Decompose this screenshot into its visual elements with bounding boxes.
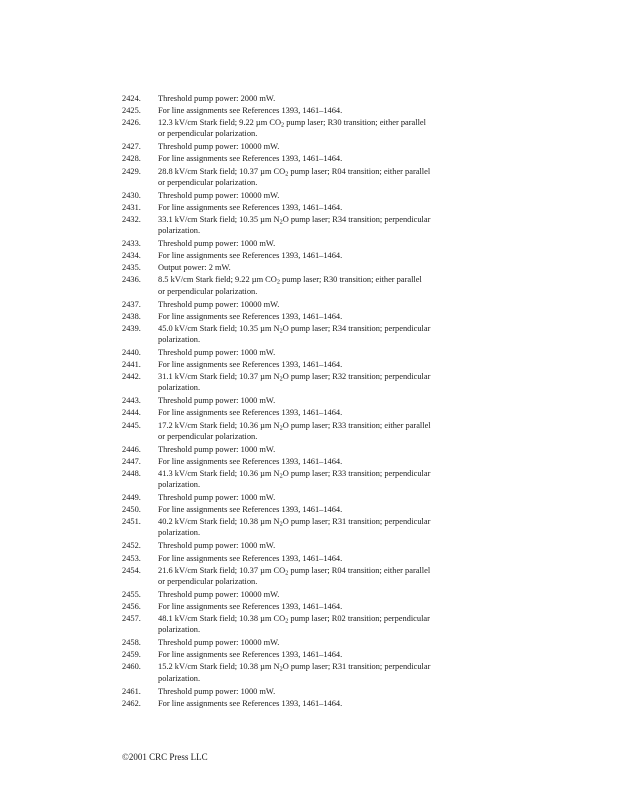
note-item	[122, 540, 512, 552]
note-number: 2431.	[122, 202, 141, 212]
note-text: 48.1 kV/cm Stark field; 10.38 µm $CO_2$ pump laser; R02 transition; perpendicular polarization.	[158, 614, 430, 635]
note-number: 2437.	[122, 299, 141, 309]
note-number: 2459.	[122, 650, 141, 660]
note-text: Threshold pump power: 1000 mW.	[158, 239, 276, 249]
note-text: For line assignments see References 1393, 1461–1464.	[158, 154, 343, 164]
note-text: Threshold pump power: 1000 mW.	[158, 686, 276, 696]
note-item	[122, 105, 512, 117]
note-number: 2434.	[122, 251, 141, 261]
note-text: 40.2 kV/cm Stark field; 10.38 µm $N_2O$ pump laser; R31 transition; perpendicular polarization.	[158, 517, 431, 538]
note-text: 41.3 kV/cm Stark field; 10.36 µm $N_2O$ pump laser; R33 transition; perpendicular polarization.	[158, 468, 431, 489]
note-text: For line assignments see References 1393, 1461–1464.	[158, 553, 343, 563]
note-number: 2443.	[122, 396, 141, 406]
note-item	[122, 323, 512, 347]
note-item	[122, 686, 512, 698]
note-item	[122, 516, 512, 540]
note-item	[122, 504, 512, 516]
note-number: 2436.	[122, 275, 141, 285]
note-text: Output power: 2 mW.	[158, 263, 231, 273]
note-item	[122, 166, 512, 190]
note-item	[122, 553, 512, 565]
footnote-list	[122, 93, 512, 710]
note-item	[122, 444, 512, 456]
note-number: 2445.	[122, 420, 141, 430]
note-item	[122, 141, 512, 153]
note-item	[122, 589, 512, 601]
note-text: 28.8 kV/cm Stark field; 10.37 µm $CO_2$ pump laser; R04 transition; either parallel or perpendicular polarization.	[158, 166, 431, 187]
note-item	[122, 299, 512, 311]
note-item	[122, 359, 512, 371]
note-text: For line assignments see References 1393, 1461–1464.	[158, 360, 343, 370]
note-item	[122, 637, 512, 649]
note-text: For line assignments see References 1393, 1461–1464.	[158, 311, 343, 321]
note-number: 2441.	[122, 360, 141, 370]
note-text: Threshold pump power: 10000 mW.	[158, 299, 280, 309]
note-text: Threshold pump power: 10000 mW.	[158, 142, 280, 152]
note-text: For line assignments see References 1393, 1461–1464.	[158, 601, 343, 611]
note-item	[122, 613, 512, 637]
note-number: 2460.	[122, 662, 141, 672]
note-text: Threshold pump power: 1000 mW.	[158, 493, 276, 503]
note-item	[122, 456, 512, 468]
note-number: 2429.	[122, 166, 141, 176]
note-text: 8.5 kV/cm Stark field; 9.22 µm $CO_2$ pump laser; R30 transition; either parallel or perpendicular polarization.	[158, 275, 422, 296]
note-number: 2453.	[122, 553, 141, 563]
note-item	[122, 420, 512, 444]
note-number: 2424.	[122, 94, 141, 103]
note-text: For line assignments see References 1393, 1461–1464.	[158, 456, 343, 466]
note-number: 2432.	[122, 214, 141, 224]
note-item	[122, 93, 512, 105]
note-number: 2440.	[122, 347, 141, 357]
note-number: 2461.	[122, 686, 141, 696]
note-text: 17.2 kV/cm Stark field; 10.36 µm $N_2O$ pump laser; R33 transition; either parallel or perpendicular polarization.	[158, 420, 431, 441]
note-item	[122, 153, 512, 165]
note-number: 2428.	[122, 154, 141, 164]
copyright-footer: ©2001 CRC Press LLC	[122, 752, 208, 762]
note-text: For line assignments see References 1393, 1461–1464.	[158, 698, 343, 708]
note-text: 45.0 kV/cm Stark field; 10.35 µm $N_2O$ pump laser; R34 transition; perpendicular polarization.	[158, 323, 431, 344]
note-number: 2435.	[122, 263, 141, 273]
note-number: 2450.	[122, 505, 141, 515]
note-number: 2425.	[122, 106, 141, 116]
note-item	[122, 395, 512, 407]
note-number: 2457.	[122, 614, 141, 624]
note-number: 2449.	[122, 493, 141, 503]
note-text: 21.6 kV/cm Stark field; 10.37 µm $CO_2$ pump laser; R04 transition; either parallel or perpendicular polarization.	[158, 565, 431, 586]
note-text: Threshold pump power: 1000 mW.	[158, 347, 276, 357]
note-item	[122, 311, 512, 323]
note-item	[122, 238, 512, 250]
note-text: Threshold pump power: 2000 mW.	[158, 94, 276, 103]
note-text: Threshold pump power: 1000 mW.	[158, 396, 276, 406]
note-item	[122, 649, 512, 661]
note-text: For line assignments see References 1393, 1461–1464.	[158, 251, 343, 261]
note-item	[122, 274, 512, 298]
note-text: For line assignments see References 1393, 1461–1464.	[158, 202, 343, 212]
note-item	[122, 262, 512, 274]
note-text: Threshold pump power: 10000 mW.	[158, 589, 280, 599]
note-number: 2462.	[122, 698, 141, 708]
note-number: 2446.	[122, 444, 141, 454]
note-text: Threshold pump power: 1000 mW.	[158, 541, 276, 551]
note-number: 2444.	[122, 408, 141, 418]
note-item	[122, 117, 512, 141]
note-item	[122, 565, 512, 589]
note-number: 2456.	[122, 601, 141, 611]
note-text: 15.2 kV/cm Stark field; 10.38 µm $N_2O$ pump laser; R31 transition; perpendicular polarization.	[158, 662, 431, 683]
note-number: 2455.	[122, 589, 141, 599]
note-number: 2448.	[122, 468, 141, 478]
note-text: 33.1 kV/cm Stark field; 10.35 µm $N_2O$ pump laser; R34 transition; perpendicular polarization.	[158, 214, 431, 236]
note-item	[122, 214, 512, 238]
note-number: 2426.	[122, 118, 141, 128]
note-item	[122, 371, 512, 395]
note-text: 31.1 kV/cm Stark field; 10.37 µm $N_2O$ pump laser; R32 transition; perpendicular polarization.	[158, 372, 431, 393]
note-number: 2451.	[122, 517, 141, 527]
note-number: 2458.	[122, 638, 141, 648]
note-number: 2452.	[122, 541, 141, 551]
note-item	[122, 492, 512, 504]
note-number: 2454.	[122, 565, 141, 575]
note-item	[122, 347, 512, 359]
note-item	[122, 698, 512, 710]
note-text: For line assignments see References 1393, 1461–1464.	[158, 505, 343, 515]
note-text: For line assignments see References 1393, 1461–1464.	[158, 650, 343, 660]
note-item	[122, 250, 512, 262]
note-item	[122, 661, 512, 685]
note-item	[122, 202, 512, 214]
note-item	[122, 601, 512, 613]
note-number: 2447.	[122, 456, 141, 466]
note-text: 12.3 kV/cm Stark field; 9.22 µm $CO_2$ pump laser; R30 transition; either parallel or perpendicular polarization.	[158, 118, 426, 139]
note-item	[122, 190, 512, 202]
note-number: 2430.	[122, 190, 141, 200]
note-number: 2439.	[122, 323, 141, 333]
note-item	[122, 468, 512, 492]
note-number: 2427.	[122, 142, 141, 152]
note-item	[122, 407, 512, 419]
note-text: For line assignments see References 1393, 1461–1464.	[158, 408, 343, 418]
note-text: For line assignments see References 1393, 1461–1464.	[158, 106, 343, 116]
note-number: 2438.	[122, 311, 141, 321]
note-text: Threshold pump power: 10000 mW.	[158, 190, 280, 200]
note-text: Threshold pump power: 1000 mW.	[158, 444, 276, 454]
note-text: Threshold pump power: 10000 mW.	[158, 638, 280, 648]
note-number: 2442.	[122, 372, 141, 382]
note-number: 2433.	[122, 239, 141, 249]
